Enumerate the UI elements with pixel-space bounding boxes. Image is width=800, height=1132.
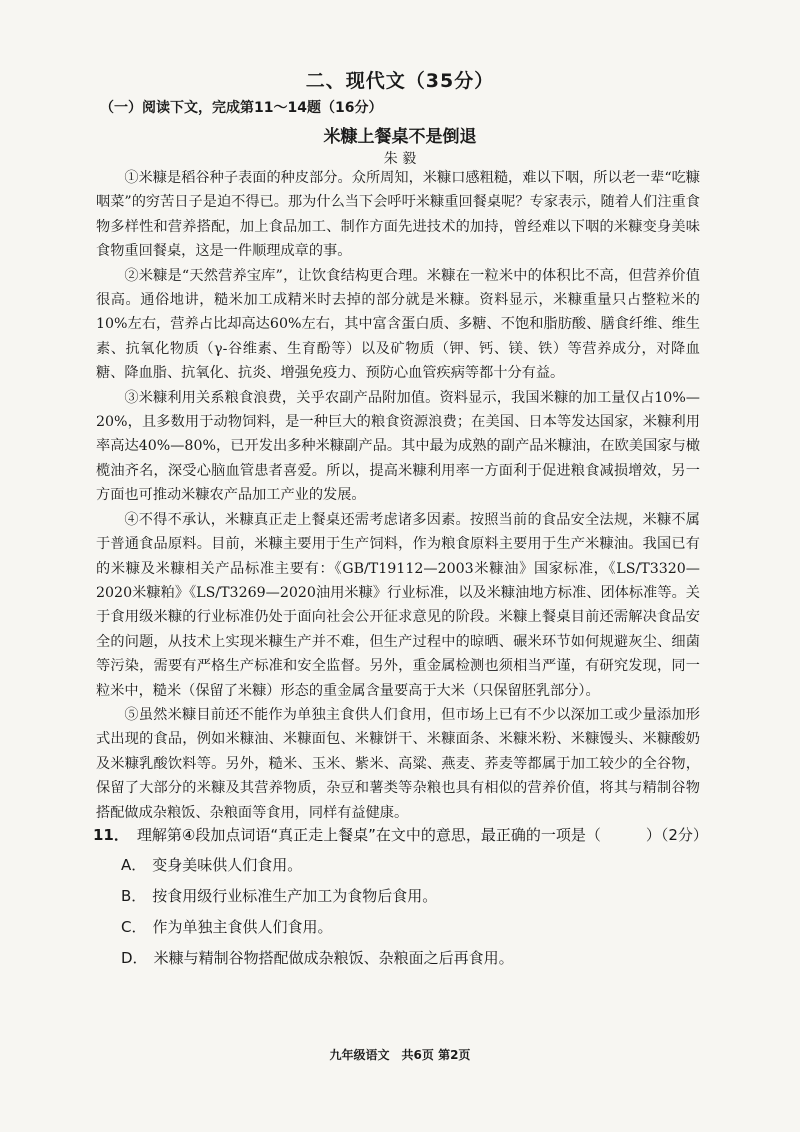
- option-text: 按食用级行业标准生产加工为食物后食用。: [152, 887, 438, 905]
- question-11: [93, 824, 713, 978]
- sub-title: （一）阅读下文，完成第11～14题（16分）: [100, 100, 383, 116]
- option-text: 变身美味供人们食用。: [152, 856, 303, 874]
- question-number: 11．: [93, 826, 129, 844]
- paragraph-4: ④不得不承认，米糠真正走上餐桌还需考虑诸多因素。按照当前的食品安全法规，米糠不属于普通食品原料。目前，米糠主要用于生产饲料，作为粮食原料主要用于生产米糠油。我国已有的米糠及米糠相关产品标准主要有：《GB/T19112—2003米糠油》国家标准，《LS/T3320—2020米糠粕》《LS/T3269—2020油用米糠》行业标准，以及米糠油地方标准、团体标准等。关于食用级米糠的行业标准仍处于面向社会公开征求意见的阶段。米糠上餐桌目前还需解决食品安全的问题，从技术上实现米糠生产并不难，但生产过程中的晾晒、碾米环节如何规避灰尘、细菌等污染，需要有严格生产标准和安全监督。另外，重金属检测也须相当严谨，有研究发现，同一粒米中，糙米（保留了米糠）形态的重金属含量要高于大米（只保留胚乳部分）。: [96, 511, 700, 699]
- question-text: 理解第④段加点词语“真正走上餐桌”在文中的意思，最正确的一项是（ ）（2分）: [136, 826, 708, 844]
- question-options: [93, 854, 713, 968]
- option-label: B．: [121, 887, 147, 905]
- option-label: A．: [121, 856, 147, 874]
- paragraph-2: ②米糠是“天然营养宝库”，让饮食结构更合理。米糠在一粒米中的体积比不高，但营养价值很高。通俗地讲，糙米加工成精米时去掉的部分就是米糠。资料显示，米糠重量只占整粒米的10%左右，营养占比却高达60%左右，其中富含蛋白质、多糖、不饱和脂肪酸、膳食纤维、维生素、抗氧化物质（γ-谷维素、生育酚等）以及矿物质（钾、钙、镁、铁）等营养成分，对降血糖、降血脂、抗氧化、抗炎、增强免疫力、预防心血管疾病等都十分有益。: [96, 267, 700, 382]
- paragraph-1: ①米糠是稻谷种子表面的种皮部分。众所周知，米糠口感粗糙，难以下咽，所以老一辈“吃糠咽菜”的穷苦日子是迫不得已。那为什么当下会呼吁米糠重回餐桌呢？专家表示，随着人们注重食物多样性和营养搭配，加上食品加工、制作方面先进技术的加持，曾经难以下咽的米糠变身美味食物重回餐桌，这是一件顺理成章的事。: [96, 170, 700, 260]
- option-text: 米糠与精制谷物搭配做成杂粮饭、杂粮面之后再食用。: [153, 949, 514, 967]
- option-text: 作为单独主食供人们食用。: [152, 918, 333, 936]
- option-label: C．: [121, 918, 147, 936]
- option-a: [121, 854, 713, 875]
- article-title: 米糠上餐桌不是倒退: [323, 127, 477, 147]
- page-footer: 九年级语文 共6页 第2页: [329, 1048, 471, 1062]
- article-author: 朱 毅: [383, 151, 417, 167]
- question-stem: [93, 824, 713, 845]
- option-c: [121, 916, 713, 937]
- paragraph-5: ⑤虽然米糠目前还不能作为单独主食供人们食用，但市场上已有不少以深加工或少量添加形式出现的食品，例如米糠油、米糠面包、米糠饼干、米糠面条、米糠米粉、米糠馒头、米糠酸奶及米糠乳酸饮料等。另外，糙米、玉米、紫米、高粱、燕麦、荞麦等都属于加工较少的全谷物，保留了大部分的米糠及其营养物质，杂豆和薯类等杂粮也具有相似的营养价值，将其与精制谷物搭配做成杂粮饭、杂粮面等食用，同样有益健康。: [96, 706, 700, 821]
- paragraph-3: ③米糠利用关系粮食浪费，关乎农副产品附加值。资料显示，我国米糠的加工量仅占10%—20%，且多数用于动物饲料，是一种巨大的粮食资源浪费；在美国、日本等发达国家，米糠利用率高达40%—80%，已开发出多种米糠副产品。其中最为成熟的副产品米糠油，在欧美国家与橄榄油齐名，深受心脑血管患者喜爱。所以，提高米糠利用率一方面利于促进粮食减损增效，另一方面也可推动米糠农产品加工产业的发展。: [96, 389, 700, 504]
- option-b: [121, 885, 713, 906]
- option-label: D．: [121, 949, 148, 967]
- option-d: [121, 947, 713, 968]
- article-body: [96, 166, 700, 825]
- section-title: 二、现代文（35分）: [305, 70, 495, 92]
